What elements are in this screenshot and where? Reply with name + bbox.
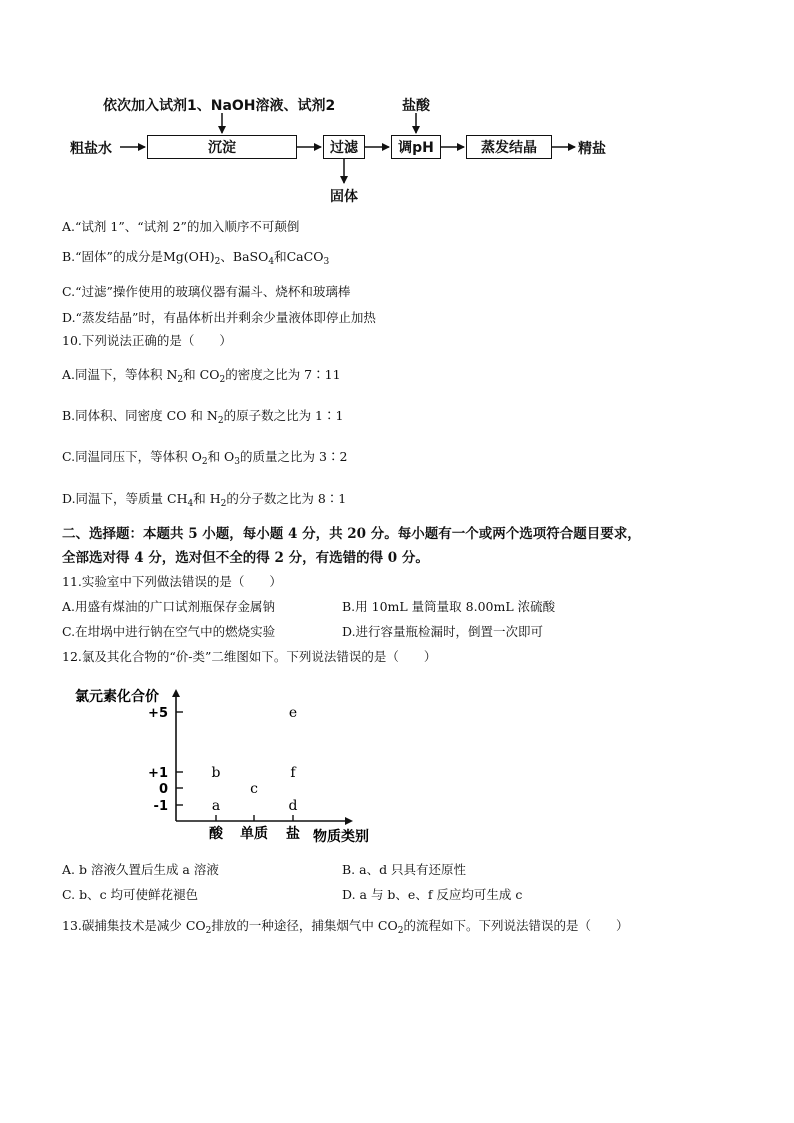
q12-option-c: C. b、c 均可使鲜花褪色 bbox=[62, 887, 199, 902]
q9-option-a: A.“试剂 1”、“试剂 2”的加入顺序不可颠倒 bbox=[62, 219, 300, 234]
chart-y-tick-label: -1 bbox=[153, 799, 168, 814]
chart-point-b: b bbox=[211, 765, 221, 781]
chart-x-tick-label: 酸 bbox=[209, 826, 223, 842]
chart-x-tick-label: 单质 bbox=[240, 826, 268, 842]
q12-option-b: B. a、d 只具有还原性 bbox=[342, 862, 467, 877]
q12-option-a: A. b 溶液久置后生成 a 溶液 bbox=[62, 862, 219, 877]
q11-option-b: B.用 10mL 量筒量取 8.00mL 浓硫酸 bbox=[342, 599, 556, 614]
q10-option-c: C.同温同压下，等体积 $O_2$和 $O_3$的质量之比为 3∶2 bbox=[62, 449, 348, 467]
chart-point-e: e bbox=[288, 705, 298, 721]
chart-y-tick-label: +5 bbox=[148, 706, 168, 721]
section2-instructions-line1: 二、选择题：本题共 5 小题，每小题 4 分，共 20 分。每小题有一个或两个选项符合题目要求， bbox=[62, 526, 641, 542]
q11-option-a: A.用盛有煤油的广口试剂瓶保存金属钠 bbox=[62, 599, 276, 614]
q11-stem: 11.实验室中下列做法错误的是（ ） bbox=[62, 574, 282, 589]
q9-option-c: C.“过滤”操作使用的玻璃仪器有漏斗、烧杯和玻璃棒 bbox=[62, 284, 351, 299]
q13-stem: 13.碳捕集技术是减少 $CO_2$排放的一种途径，捕集烟气中 $CO_2$的流程如下。下列说法错误的是（ ） bbox=[62, 918, 629, 936]
q9-option-d: D.“蒸发结晶”时，有晶体析出并剩余少量液体即停止加热 bbox=[62, 310, 376, 325]
q10-option-b: B.同体积、同密度 CO 和 $N_2$的原子数之比为 1∶1 bbox=[62, 408, 344, 426]
q10-option-a: A.同温下，等体积 $N_2$和 $CO_2$的密度之比为 7∶11 bbox=[62, 367, 341, 385]
chart-y-axis-label: 氯元素化合价 bbox=[75, 689, 159, 705]
q12-option-d: D. a 与 b、e、f 反应均可生成 c bbox=[342, 887, 523, 902]
chart-x-tick-label: 盐 bbox=[286, 826, 300, 842]
flowchart-step-evaporate: 蒸发结晶 bbox=[466, 135, 552, 159]
flowchart-input: 粗盐水 bbox=[70, 141, 112, 157]
q11-option-c: C.在坩埚中进行钠在空气中的燃烧实验 bbox=[62, 624, 276, 639]
chart-y-tick-label: 0 bbox=[158, 782, 168, 797]
q10-option-d: D.同温下，等质量 $CH_4$和 $H_2$的分子数之比为 8∶1 bbox=[62, 491, 347, 509]
chart-point-f: f bbox=[290, 765, 296, 781]
q9-option-b: B.“固体”的成分是$Mg(OH)_2$、BaSO$_4$和CaCO$_3$ bbox=[62, 249, 330, 267]
flowchart-top-label-reagents: 依次加入试剂1、NaOH溶液、试剂2 bbox=[103, 98, 336, 114]
chart-point-d: d bbox=[288, 798, 298, 814]
q11-option-d: D.进行容量瓶检漏时，倒置一次即可 bbox=[342, 624, 544, 639]
section2-instructions-line2: 全部选对得 4 分，选对但不全的得 2 分，有选错的得 0 分。 bbox=[62, 550, 429, 566]
chart-y-tick-label: +1 bbox=[148, 766, 168, 781]
chart-point-c: c bbox=[250, 781, 258, 797]
q12-stem: 12.氯及其化合物的“价-类”二维图如下。下列说法错误的是（ ） bbox=[62, 649, 437, 664]
q10-stem: 10.下列说法正确的是（ ） bbox=[62, 333, 232, 348]
flowchart-below-label-solid: 固体 bbox=[330, 189, 358, 205]
flowchart-top-label-hcl: 盐酸 bbox=[402, 98, 430, 114]
chart-x-axis-label: 物质类别 bbox=[313, 829, 369, 845]
flowchart-step-filter: 过滤 bbox=[323, 135, 365, 159]
flowchart-step-adjust-ph: 调pH bbox=[391, 135, 441, 159]
flowchart-step-precipitate: 沉淀 bbox=[147, 135, 297, 159]
flowchart-output: 精盐 bbox=[578, 141, 606, 157]
chart-point-a: a bbox=[211, 798, 221, 814]
